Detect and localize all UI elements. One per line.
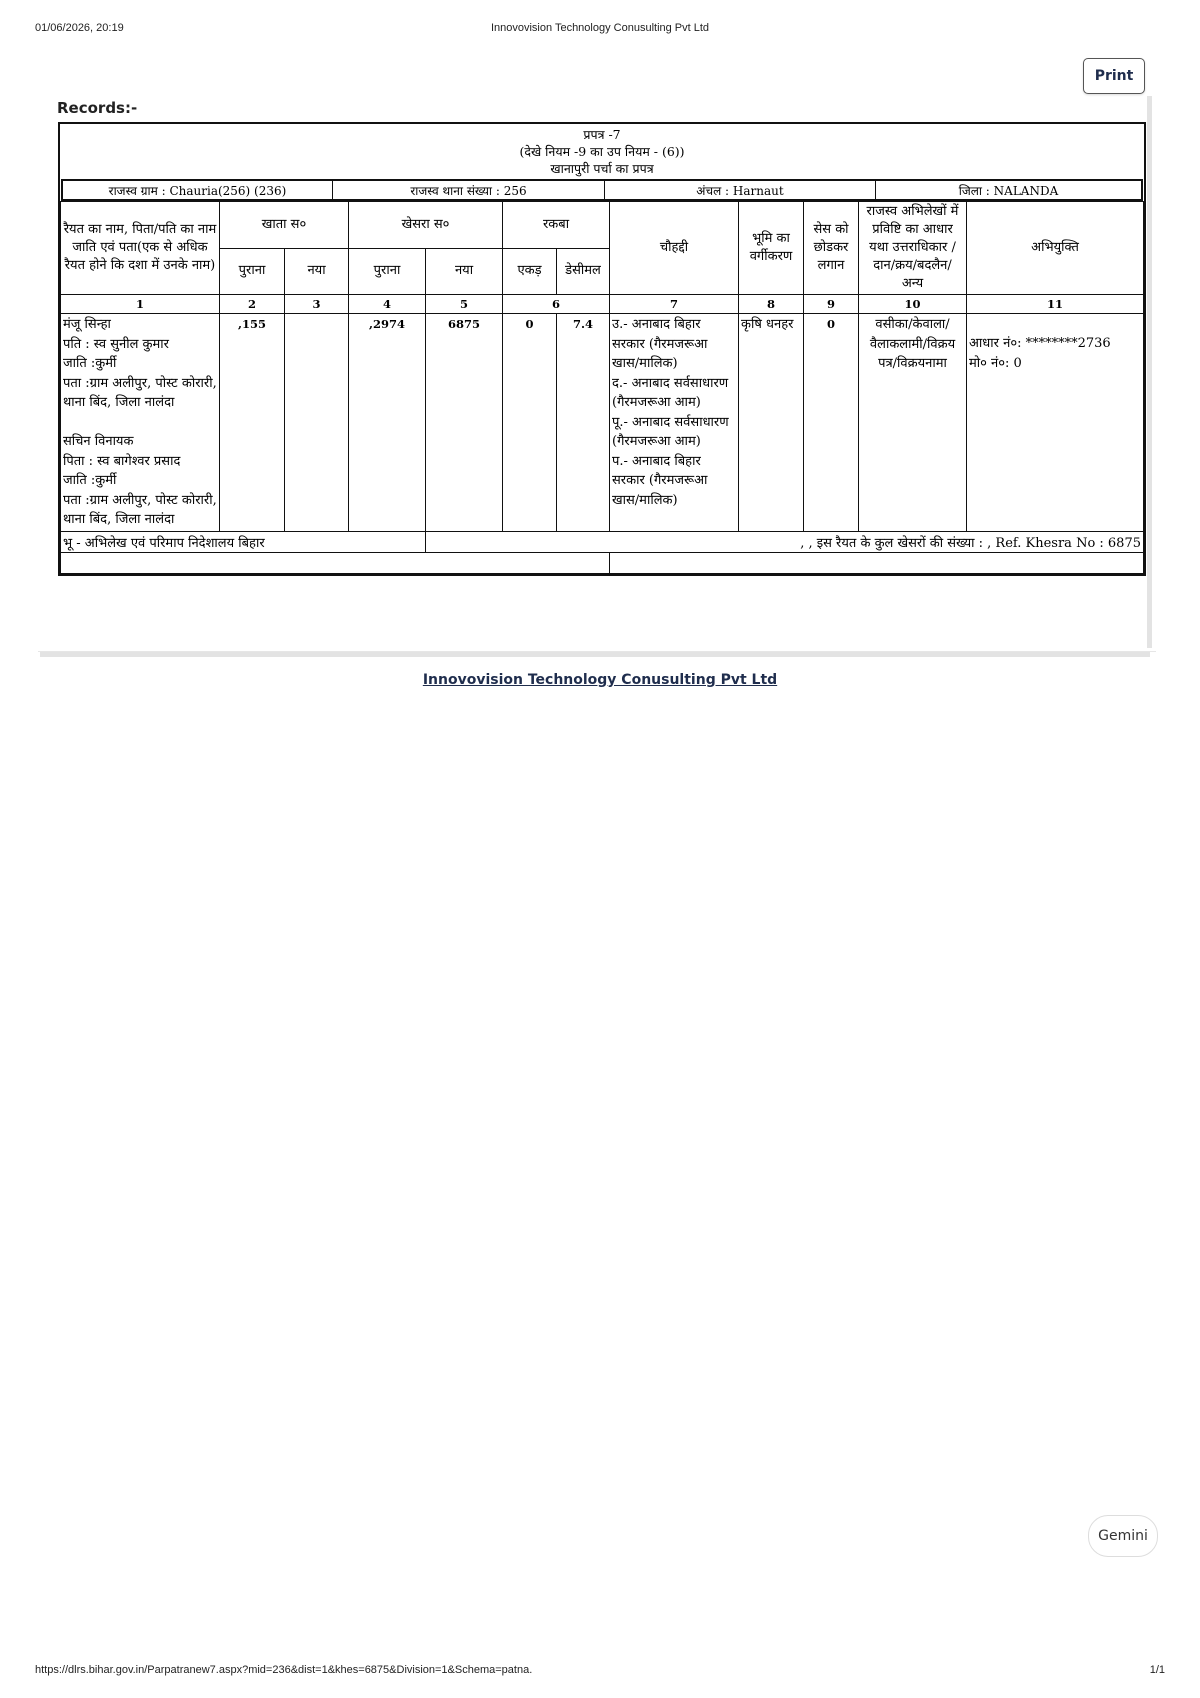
col-header-khata-old: पुराना [220, 248, 285, 295]
mobile-number: मो० नं०: 0 [969, 355, 1022, 371]
form-rule-reference: (देखे नियम -9 का उप नियम - (6)) [519, 144, 685, 159]
thana-info: राजस्व थाना संख्या : 256 [333, 181, 605, 199]
owner-details: मंजू सिन्हा पति : स्व सुनील कुमार जाति :कुर्मी पता :ग्राम अलीपुर, पोस्ट कोरारी, थाना बिंद, जिला नालंदा सचिन विनायक पिता : स्व बागेश्वर प्रसाद जाति :कुर्मी पता :ग्राम अलीपुर, पोस्ट कोरारी, थाना बिंद, जिला नालंदा [61, 314, 220, 532]
area-decimal: 7.4 [557, 314, 610, 532]
column-number: 1 [61, 295, 220, 314]
page-url: https://dlrs.bihar.gov.in/Parpatranew7.aspx?mid=236&dist=1&khes=6875&Division=1&Schema=patna. [35, 1664, 533, 1676]
col-header-chauhaddi: चौहद्दी [610, 202, 739, 295]
blank-cell [61, 552, 610, 573]
records-label: Records:- [57, 99, 138, 117]
print-title: Innovovision Technology Conusulting Pvt Ltd [490, 22, 710, 34]
form-title: प्रपत्र -7 [583, 127, 621, 142]
table-row [61, 314, 1144, 532]
khesra-new: 6875 [426, 314, 503, 532]
panel-divider [38, 651, 1156, 652]
column-number: 2 [220, 295, 285, 314]
khata-new [285, 314, 349, 532]
col-header-bhumi: भूमि का वर्गीकरण [739, 202, 804, 295]
page-count: 1/1 [1149, 1664, 1165, 1676]
company-footer-link[interactable]: Innovovision Technology Conusulting Pvt Ltd [422, 672, 778, 688]
col-header-raiyat: रैयत का नाम, पिता/पति का नाम जाति एवं पता(एक से अधिक रैयत होने कि दशा में उनके नाम) [61, 202, 220, 295]
column-number: 5 [426, 295, 503, 314]
column-number: 7 [610, 295, 739, 314]
column-number: 8 [739, 295, 804, 314]
khatiyan-form [58, 122, 1146, 576]
col-header-khesra-old: पुराना [349, 248, 426, 295]
print-button[interactable]: Print [1083, 58, 1145, 94]
boundary-details: उ.- अनाबाद बिहार सरकार (गैरमजरूआ खास/मालिक) द.- अनाबाद सर्वसाधारण (गैरमजरूआ आम) पू.- अनाबाद सर्वसाधारण (गैरमजरूआ आम) प.- अनाबाद बिहार सरकार (गैरमजरूआ खास/मालिक) [610, 314, 739, 532]
column-number-row [61, 295, 1144, 314]
column-number: 10 [859, 295, 967, 314]
area-acre: 0 [503, 314, 557, 532]
column-number: 9 [804, 295, 859, 314]
khata-old: ,155 [220, 314, 285, 532]
col-header-decimal: डेसीमल [557, 248, 610, 295]
blank-cell [610, 552, 1144, 573]
location-info-row [61, 179, 1143, 201]
column-number: 3 [285, 295, 349, 314]
blank-row [61, 552, 1144, 573]
column-number: 11 [967, 295, 1144, 314]
anchal-info: अंचल : Harnaut [605, 181, 876, 199]
aadhar-number: आधार नं०: ********2736 [969, 336, 1111, 351]
col-header-khesra: खेसरा स० [349, 202, 503, 249]
print-datetime: 01/06/2026, 20:19 [35, 22, 124, 34]
col-header-khata: खाता स० [220, 202, 349, 249]
col-header-khata-new: नया [285, 248, 349, 295]
khesra-count-summary: , , इस रैयत के कुल खेसरों की संख्या : , Ref. Khesra No : 6875 [426, 531, 1144, 552]
village-info: राजस्व ग्राम : Chauria(256) (236) [63, 181, 333, 199]
gemini-button[interactable]: Gemini [1088, 1515, 1158, 1557]
khesra-old: ,2974 [349, 314, 426, 532]
remarks [967, 314, 1144, 532]
footer-row [61, 531, 1144, 552]
col-header-rakba: रकबा [503, 202, 610, 249]
vertical-scrollbar[interactable] [1147, 96, 1152, 648]
col-header-abhiyukti: अभियुक्ति [967, 202, 1144, 295]
land-classification: कृषि धनहर [739, 314, 804, 532]
district-info: जिला : NALANDA [958, 183, 1059, 198]
col-header-abhilekh: राजस्व अभिलेखों में प्रविष्टि का आधार यथा उत्तराधिकार /दान/क्रय/बदलैन/ अन्य [859, 202, 967, 295]
form-subtitle: खानापुरी पर्चा का प्रपत्र [550, 161, 654, 176]
form-heading [60, 124, 1144, 179]
record-basis: वसीका/केवाला/ वैलाकलामी/विक्रय पत्र/विक्रयनामा [859, 314, 967, 532]
records-table [60, 201, 1144, 574]
column-number: 4 [349, 295, 426, 314]
directorate-name: भू - अभिलेख एवं परिमाप निदेशालय बिहार [61, 531, 426, 552]
rent-amount: 0 [804, 314, 859, 532]
col-header-lagan: सेस को छोडकर लगान [804, 202, 859, 295]
col-header-khesra-new: नया [426, 248, 503, 295]
column-number: 6 [503, 295, 610, 314]
col-header-ekad: एकड़ [503, 248, 557, 295]
